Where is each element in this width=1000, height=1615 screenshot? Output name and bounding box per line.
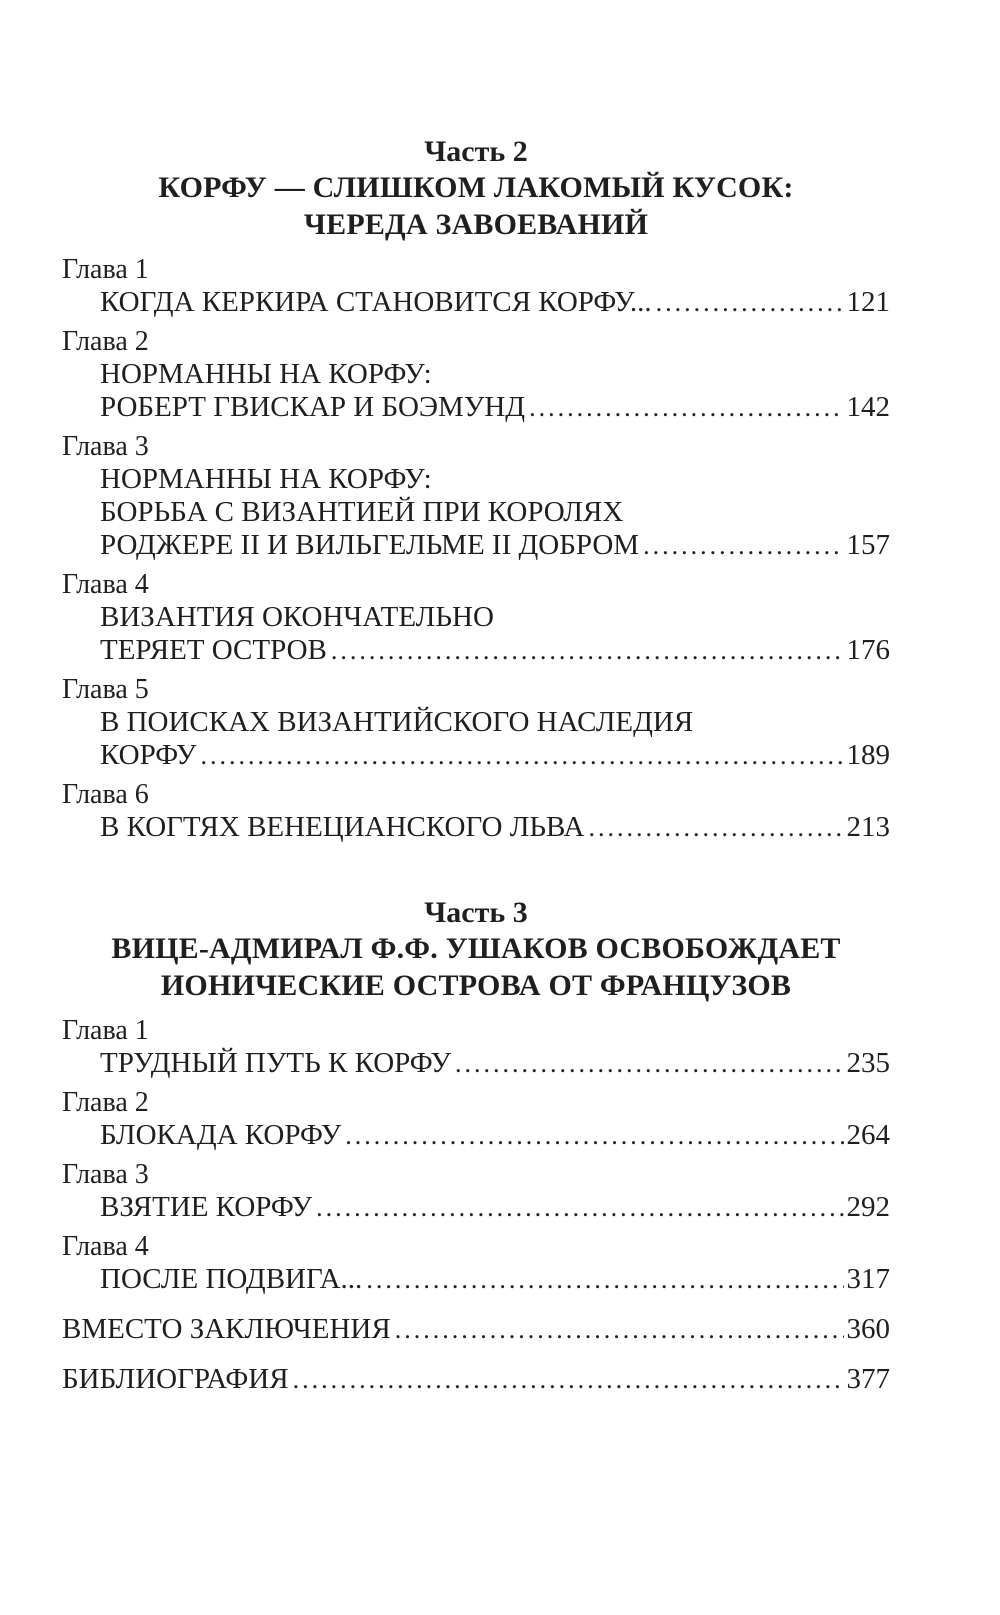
part-label: Часть 2 bbox=[424, 135, 528, 168]
toc-entry-row bbox=[62, 1313, 890, 1346]
toc-entry-row bbox=[62, 1363, 890, 1396]
chapter-title-line: БОРЬБА С ВИЗАНТИЕЙ ПРИ КОРОЛЯХ bbox=[100, 496, 624, 528]
section-title: ВМЕСТО ЗАКЛЮЧЕНИЯ bbox=[62, 1313, 391, 1345]
chapter-list bbox=[62, 253, 890, 844]
chapter-title: ВЗЯТИЕ КОРФУ bbox=[100, 1191, 313, 1223]
chapter-title: ТЕРЯЕТ ОСТРОВ bbox=[100, 634, 327, 666]
chapter-title-line: НОРМАННЫ НА КОРФУ: bbox=[100, 358, 432, 390]
chapter-title-line: В ПОИСКАХ ВИЗАНТИЙСКОГО НАСЛЕДИЯ bbox=[100, 706, 694, 738]
page-number: 157 bbox=[846, 529, 890, 561]
section-title: БИБЛИОГРАФИЯ bbox=[62, 1363, 289, 1395]
page-number: 317 bbox=[846, 1263, 890, 1295]
toc-entry-row bbox=[100, 1191, 890, 1224]
toc-chapter bbox=[62, 1230, 890, 1296]
chapter-title: РОДЖЕРЕ II И ВИЛЬГЕЛЬМЕ II ДОБРОМ bbox=[100, 529, 640, 561]
page-number: 142 bbox=[846, 391, 890, 423]
toc-part-2 bbox=[62, 135, 890, 844]
page-number: 176 bbox=[846, 634, 890, 666]
part-label: Часть 3 bbox=[424, 896, 528, 929]
toc-chapter bbox=[62, 673, 890, 772]
toc-entry-row bbox=[100, 634, 890, 667]
part-title-line: ИОНИЧЕСКИЕ ОСТРОВА ОТ ФРАНЦУЗОВ bbox=[160, 969, 792, 1002]
dot-leader bbox=[643, 529, 843, 562]
page-number: 235 bbox=[846, 1047, 890, 1079]
toc-extras bbox=[62, 1313, 890, 1396]
chapter-title: ПОСЛЕ ПОДВИГА... bbox=[100, 1263, 363, 1295]
chapter-label: Глава 4 bbox=[62, 569, 149, 600]
chapter-title-line: НОРМАННЫ НА КОРФУ: bbox=[100, 463, 432, 495]
chapter-label: Глава 3 bbox=[62, 431, 149, 462]
dot-leader bbox=[331, 634, 844, 667]
toc-entry-row bbox=[100, 811, 890, 844]
chapter-title: РОБЕРТ ГВИСКАР И БОЭМУНД bbox=[100, 391, 526, 423]
chapter-title: КОРФУ bbox=[100, 739, 197, 771]
part-title-line: ЧЕРЕДА ЗАВОЕВАНИЙ bbox=[303, 208, 649, 241]
toc-chapter bbox=[62, 778, 890, 844]
page-number: 360 bbox=[846, 1313, 890, 1345]
toc-entry-row bbox=[100, 739, 890, 772]
toc-entry-row bbox=[100, 1047, 890, 1080]
toc-entry-row bbox=[100, 391, 890, 424]
chapter-label: Глава 1 bbox=[62, 254, 149, 285]
toc-chapter bbox=[62, 568, 890, 667]
chapter-label: Глава 2 bbox=[62, 1087, 149, 1118]
toc-chapter bbox=[62, 325, 890, 424]
dot-leader bbox=[395, 1313, 844, 1346]
dot-leader bbox=[588, 811, 843, 844]
part-title-line: ВИЦЕ-АДМИРАЛ Ф.Ф. УШАКОВ ОСВОБОЖДАЕТ bbox=[111, 932, 841, 965]
chapter-label: Глава 1 bbox=[62, 1015, 149, 1046]
chapter-label: Глава 6 bbox=[62, 779, 149, 810]
toc-part-3 bbox=[62, 896, 890, 1296]
chapter-title: БЛОКАДА КОРФУ bbox=[100, 1119, 342, 1151]
dot-leader bbox=[316, 1191, 843, 1224]
dot-leader bbox=[366, 1263, 843, 1296]
part-heading bbox=[62, 896, 890, 1004]
toc-entry-row bbox=[100, 1119, 890, 1152]
dot-leader bbox=[656, 286, 844, 319]
toc-chapter bbox=[62, 253, 890, 319]
toc-chapter bbox=[62, 430, 890, 562]
dot-leader bbox=[200, 739, 843, 772]
page-number: 292 bbox=[846, 1191, 890, 1223]
toc-entry-row bbox=[100, 529, 890, 562]
dot-leader bbox=[529, 391, 843, 424]
toc-entry-row bbox=[100, 286, 890, 319]
toc-chapter bbox=[62, 1158, 890, 1224]
chapter-title-line: ВИЗАНТИЯ ОКОНЧАТЕЛЬНО bbox=[100, 601, 494, 633]
chapter-label: Глава 5 bbox=[62, 674, 149, 705]
chapter-list bbox=[62, 1014, 890, 1296]
toc-chapter bbox=[62, 1014, 890, 1080]
dot-leader bbox=[345, 1119, 843, 1152]
page-number: 189 bbox=[846, 739, 890, 771]
page-number: 121 bbox=[846, 286, 890, 318]
chapter-label: Глава 3 bbox=[62, 1159, 149, 1190]
page-number: 264 bbox=[846, 1119, 890, 1151]
page-number: 213 bbox=[846, 811, 890, 843]
toc-chapter bbox=[62, 1086, 890, 1152]
chapter-title: КОГДА КЕРКИРА СТАНОВИТСЯ КОРФУ... bbox=[100, 286, 652, 318]
toc-entry-row bbox=[100, 1263, 890, 1296]
chapter-label: Глава 4 bbox=[62, 1231, 149, 1262]
dot-leader bbox=[455, 1047, 843, 1080]
part-title-line: КОРФУ — СЛИШКОМ ЛАКОМЫЙ КУСОК: bbox=[158, 171, 794, 204]
chapter-title: В КОГТЯХ ВЕНЕЦИАНСКОГО ЛЬВА bbox=[100, 811, 585, 843]
page-number: 377 bbox=[846, 1363, 890, 1395]
dot-leader bbox=[293, 1363, 844, 1396]
chapter-title: ТРУДНЫЙ ПУТЬ К КОРФУ bbox=[100, 1047, 452, 1079]
part-heading bbox=[62, 135, 890, 243]
chapter-label: Глава 2 bbox=[62, 326, 149, 357]
